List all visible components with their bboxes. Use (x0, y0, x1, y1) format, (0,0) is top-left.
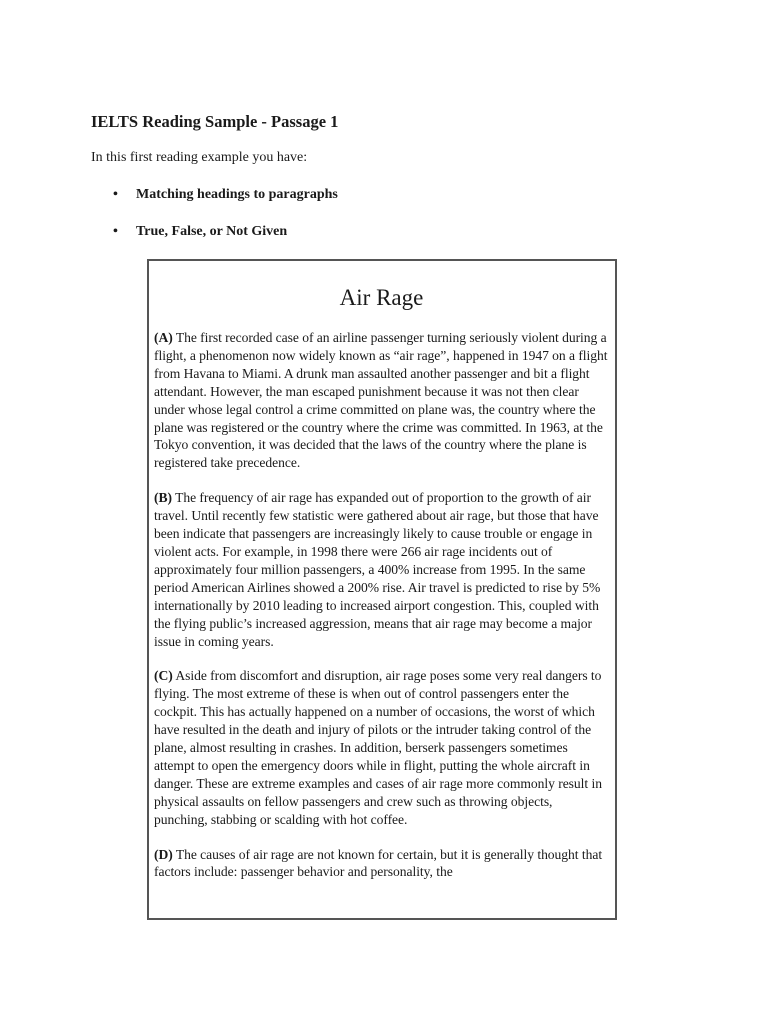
paragraph-letter: (C) (154, 668, 173, 684)
intro-text: In this first reading example you have: (91, 150, 308, 165)
list-item (113, 222, 338, 259)
paragraph-text: The first recorded case of an airline passenger turning seriously violent during a flight, a phenomenon now widely known as “air rage”, happened in 1947 on a flight from Havana to Miami. A drunk man assaulted another passenger and bit a flight attendant. However, the man escaped punishment because it was not then clear under whose legal control a crime committed on plane was, the country where the plane was registered or the country where the crime was committed. In 1963, at the Tokyo convention, it was decided that the laws of the country where the plane is registered take precedence. (154, 330, 608, 471)
bullet-icon: • (113, 187, 118, 202)
paragraph-letter: (B) (154, 490, 172, 506)
list-item (113, 185, 338, 222)
paragraph-text: The frequency of air rage has expanded out of proportion to the growth of air travel. Until recently few statistic were gathered about air rage, but those that have been indicate that passengers are increasingly likely to cause trouble or engage in violent acts. For example, in 1998 there were 266 air rage incidents out of approximately four million passengers, a 400% increase from 1995. In the same period American Airlines showed a 200% rise. Air travel is predicted to rise by 5% internationally by 2010 leading to increased airport congestion. This, coupled with the flying public’s increased aggression, means that air rage may become a major issue in coming years. (154, 490, 601, 649)
list-item-label: True, False, or Not Given (136, 224, 288, 239)
paragraph-letter: (A) (154, 330, 173, 345)
paragraph-d (154, 846, 609, 882)
paragraph-a (154, 329, 609, 472)
paragraph-letter: (D) (154, 846, 173, 862)
paragraph-c (154, 667, 609, 828)
passage-box (147, 259, 617, 920)
bullet-icon: • (113, 224, 118, 239)
paragraph-text: Aside from discomfort and disruption, air rage poses some very real dangers to flying. The most extreme of these is when out of control passengers enter the cockpit. This has actually happened on a number of occasions, the worst of which have resulted in the death and injury of pilots or the intruder taking control of the plane, almost resulting in crashes. In addition, berserk passengers sometimes attempt to open the emergency doors while in flight, putting the whole aircraft in danger. These are extreme examples and cases of air rage more commonly result in physical assaults on fellow passengers and crew such as throwing objects, punching, stabbing or scalding with hot coffee. (154, 668, 602, 827)
paragraph-b (154, 489, 609, 650)
document-title: IELTS Reading Sample - Passage 1 (91, 112, 339, 131)
passage-heading: Air Rage (339, 285, 424, 310)
question-types-list (113, 185, 338, 259)
list-item-label: Matching headings to paragraphs (136, 187, 338, 202)
paragraph-text: The causes of air rage are not known for certain, but it is generally thought that factors include: passenger behavior and personality, the (154, 846, 603, 880)
